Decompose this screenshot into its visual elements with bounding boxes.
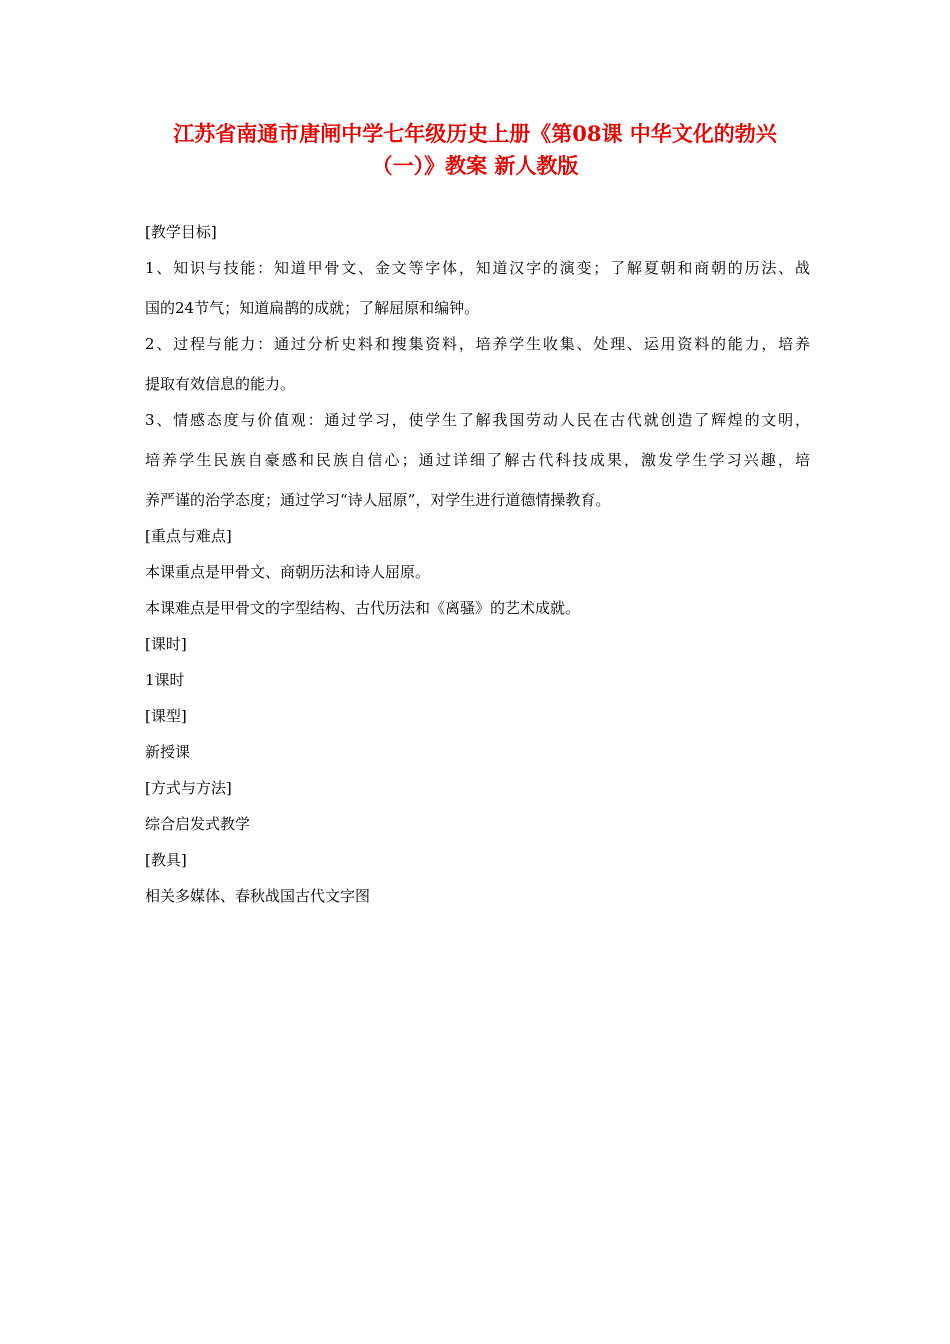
- objective-3-line-1: 3、情感态度与价值观：通过学习，使学生了解我国劳动人民在古代就创造了辉煌的文明，: [145, 411, 810, 429]
- section-heading-lesson-type: [课型]: [145, 707, 187, 725]
- objective-3-line-3: 养严谨的治学态度；通过学习“诗人屈原”，对学生进行道德情操教育。: [145, 491, 611, 509]
- teaching-aids-text: 相关多媒体、春秋战国古代文字图: [145, 887, 371, 905]
- section-heading-periods: [课时]: [145, 635, 187, 653]
- section-heading-key-points: [重点与难点]: [145, 527, 232, 545]
- section-heading-objectives: [教学目标]: [145, 223, 217, 241]
- section-heading-teaching-aids: [教具]: [145, 851, 187, 869]
- title-line-1: 江苏省南通市唐闸中学七年级历史上册《第08课 中华文化的勃兴: [173, 121, 777, 146]
- key-point-text: 本课重点是甲骨文、商朝历法和诗人屈原。: [145, 563, 431, 581]
- difficult-point-text: 本课难点是甲骨文的字型结构、古代历法和《离骚》的艺术成就。: [145, 599, 581, 617]
- section-heading-methods: [方式与方法]: [145, 779, 232, 797]
- lesson-type-text: 新授课: [145, 743, 191, 761]
- document-body: [145, 222, 810, 906]
- title-line-2: （一）》教案 新人教版: [371, 153, 579, 178]
- methods-text: 综合启发式教学: [145, 815, 251, 833]
- document-title: [140, 118, 810, 182]
- objective-1-line-2: 国的24节气；知道扁鹊的成就；了解屈原和编钟。: [145, 299, 480, 317]
- periods-text: 1课时: [145, 671, 185, 689]
- objective-2-line-2: 提取有效信息的能力。: [145, 375, 296, 393]
- objective-2-line-1: 2、过程与能力：通过分析史料和搜集资料，培养学生收集、处理、运用资料的能力，培养: [145, 335, 810, 353]
- objective-3-line-2: 培养学生民族自豪感和民族自信心；通过详细了解古代科技成果，激发学生学习兴趣，培: [145, 451, 810, 469]
- objective-1-line-1: 1、知识与技能：知道甲骨文、金文等字体，知道汉字的演变；了解夏朝和商朝的历法、战: [145, 259, 810, 277]
